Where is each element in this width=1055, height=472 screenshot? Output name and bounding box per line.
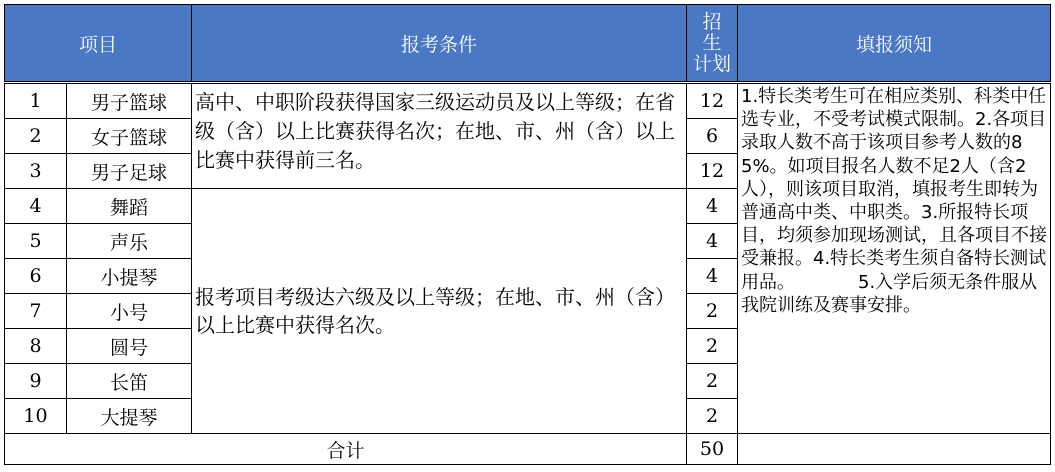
condition-sports: 高中、中职阶段获得国家三级运动员及以上等级；在省级（含）以上比赛获得名次；在地、市、州（含）以上比赛中获得前三名。 bbox=[191, 83, 687, 189]
row-plan: 2 bbox=[686, 398, 738, 434]
row-plan: 4 bbox=[686, 188, 738, 224]
row-plan: 4 bbox=[686, 223, 738, 259]
row-plan: 12 bbox=[686, 83, 738, 119]
row-item-name: 男子足球 bbox=[66, 153, 192, 189]
footer-empty-cell bbox=[737, 433, 1051, 465]
row-number: 2 bbox=[4, 118, 67, 154]
row-item-name: 长笛 bbox=[66, 363, 192, 399]
row-number: 3 bbox=[4, 153, 67, 189]
row-plan: 6 bbox=[686, 118, 738, 154]
header-notes: 填报须知 bbox=[737, 4, 1051, 82]
row-plan: 4 bbox=[686, 258, 738, 294]
row-item-name: 声乐 bbox=[66, 223, 192, 259]
row-number: 7 bbox=[4, 293, 67, 329]
row-item-name: 大提琴 bbox=[66, 398, 192, 434]
row-plan: 12 bbox=[686, 153, 738, 189]
header-plan bbox=[686, 4, 738, 82]
header-plan-line-3: 计划 bbox=[692, 52, 731, 75]
header-plan-line-2: 生 bbox=[702, 31, 722, 54]
row-item-name: 小号 bbox=[66, 293, 192, 329]
row-number: 1 bbox=[4, 83, 67, 119]
condition-arts: 报考项目考级达六级及以上等级；在地、市、州（含）以上比赛中获得名次。 bbox=[191, 188, 687, 434]
header-condition: 报考条件 bbox=[191, 4, 687, 82]
row-number: 4 bbox=[4, 188, 67, 224]
row-number: 9 bbox=[4, 363, 67, 399]
total-value: 50 bbox=[686, 433, 738, 465]
total-label: 合计 bbox=[4, 433, 687, 465]
row-number: 5 bbox=[4, 223, 67, 259]
row-plan: 2 bbox=[686, 293, 738, 329]
row-plan: 2 bbox=[686, 328, 738, 364]
notes-text: 1.特长类考生可在相应类别、科类中任选专业，不受考试模式限制。2.各项目录取人数不高于该项目参考人数的85%。如项目报名人数不足2人（含2人），则该项目取消，填报考生即转为普通高中类、中职类。3.所报特长项目，均须参加现场测试，且各项目不接受兼报。4.特长类考生须自备特长测试用品。 5.入学后须无条件服从我院训练及赛事安排。 bbox=[737, 83, 1051, 434]
row-number: 6 bbox=[4, 258, 67, 294]
row-number: 10 bbox=[4, 398, 67, 434]
header-plan-line-1: 招 bbox=[702, 10, 722, 33]
row-item-name: 女子篮球 bbox=[66, 118, 192, 154]
row-number: 8 bbox=[4, 328, 67, 364]
row-item-name: 舞蹈 bbox=[66, 188, 192, 224]
row-item-name: 圆号 bbox=[66, 328, 192, 364]
row-item-name: 小提琴 bbox=[66, 258, 192, 294]
row-plan: 2 bbox=[686, 363, 738, 399]
header-item: 项目 bbox=[4, 4, 192, 82]
row-item-name: 男子篮球 bbox=[66, 83, 192, 119]
